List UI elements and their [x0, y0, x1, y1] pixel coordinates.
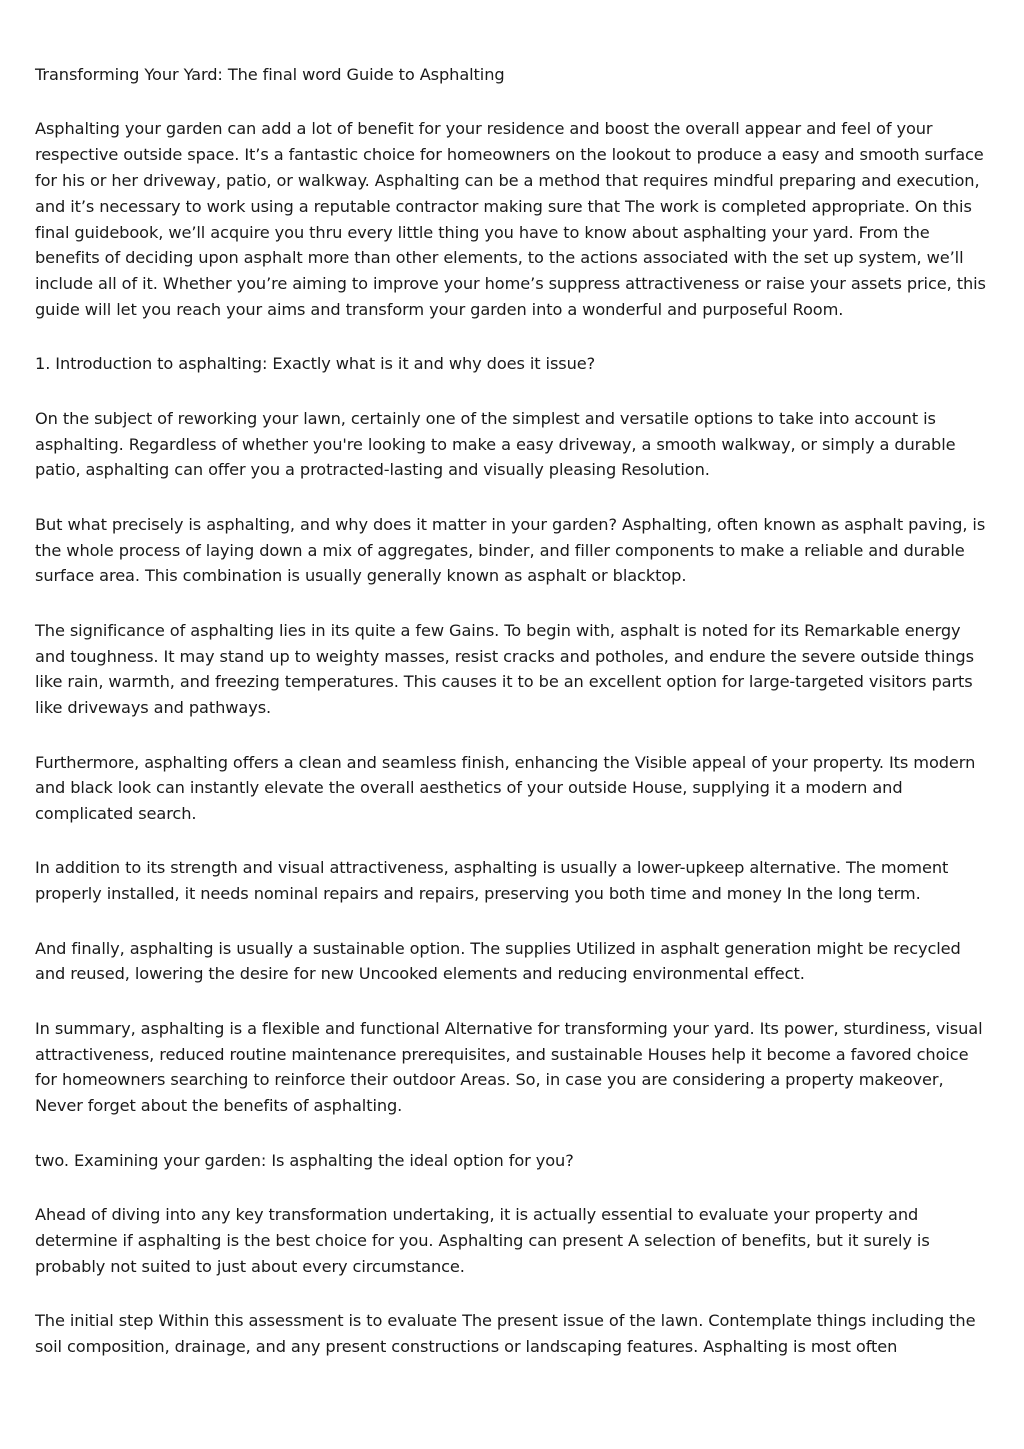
paragraph: In addition to its strength and visual attractiveness, asphalting is usually a lower-upkeep alternative. The moment properly installed, it needs nominal repairs and repairs, preserving you both time and money In the long term.	[35, 858, 949, 904]
paragraph: Furthermore, asphalting offers a clean and seamless finish, enhancing the Visible appeal of your property. Its modern and black look can instantly elevate the overall aesthetics of your outside House, supplying it a modern and complicated search.	[35, 752, 976, 824]
paragraph: On the subject of reworking your lawn, certainly one of the simplest and versatile options to take into account is asphalting. Regardless of whether you're looking to make a easy driveway, a smooth walkway, or simply a durable patio, asphalting can offer you a protracted-lasting and visually pleasing Resolution.	[35, 408, 956, 480]
paragraph: And finally, asphalting is usually a sustainable option. The supplies Utilized in asphalt generation might be recycled and reused, lowering the desire for new Uncooked elements and reducing environmental effect.	[35, 938, 961, 984]
section-heading-1: 1. Introduction to asphalting: Exactly what is it and why does it issue?	[35, 354, 596, 374]
paragraph: The initial step Within this assessment is to evaluate The present issue of the lawn. Contemplate things including the soil composition, drainage, and any present constructions or landscaping features. Asphalting is most often	[35, 1311, 976, 1356]
document-page	[35, 62, 995, 1360]
paragraph: In summary, asphalting is a flexible and functional Alternative for transforming your yard. Its power, sturdiness, visual attractiveness, reduced routine maintenance prerequisites, and sustainable Houses help it become a favored choice for homeowners searching to reinforce their outdoor Areas. So, in case you are considering a property makeover, Never forget about the benefits of asphalting.	[35, 1018, 983, 1116]
paragraph: But what precisely is asphalting, and why does it matter in your garden? Asphalting, often known as asphalt paving, is the whole process of laying down a mix of aggregates, binder, and filler components to make a reliable and durable surface area. This combination is usually generally known as asphalt or blacktop.	[35, 514, 986, 586]
section-heading-2: two. Examining your garden: Is asphalting the ideal option for you?	[35, 1150, 574, 1170]
document-title: Transforming Your Yard: The final word Guide to Asphalting	[35, 65, 505, 84]
paragraph: Ahead of diving into any key transformation undertaking, it is actually essential to evaluate your property and determine if asphalting is the best choice for you. Asphalting can present A selection of benefits, but it surely is probably not suited to just about every circumstance.	[35, 1205, 930, 1276]
paragraph: The significance of asphalting lies in its quite a few Gains. To begin with, asphalt is noted for its Remarkable energy and toughness. It may stand up to weighty masses, resist cracks and potholes, and endure the severe outside things like rain, warmth, and freezing temperatures. This causes it to be an excellent option for large-targeted visitors parts like driveways and pathways.	[35, 620, 974, 718]
paragraph-intro: Asphalting your garden can add a lot of benefit for your residence and boost the overall appear and feel of your respective outside space. It’s a fantastic choice for homeowners on the lookout to produce a easy and smooth surface for his or her driveway, patio, or walkway. Asphalting can be a method that requires mindful preparing and execution, and it’s necessary to work using a reputable contractor making sure that The work is completed appropriate. On this final guidebook, we’ll acquire you thru every little thing you have to know about asphalting your yard. From the benefits of deciding upon asphalt more than other elements, to the actions associated with the set up system, we’ll include all of it. Whether you’re aiming to improve your home’s suppress attractiveness or raise your assets price, this guide will let you reach your aims and transform your garden into a wonderful and purposeful Room.	[35, 119, 986, 319]
